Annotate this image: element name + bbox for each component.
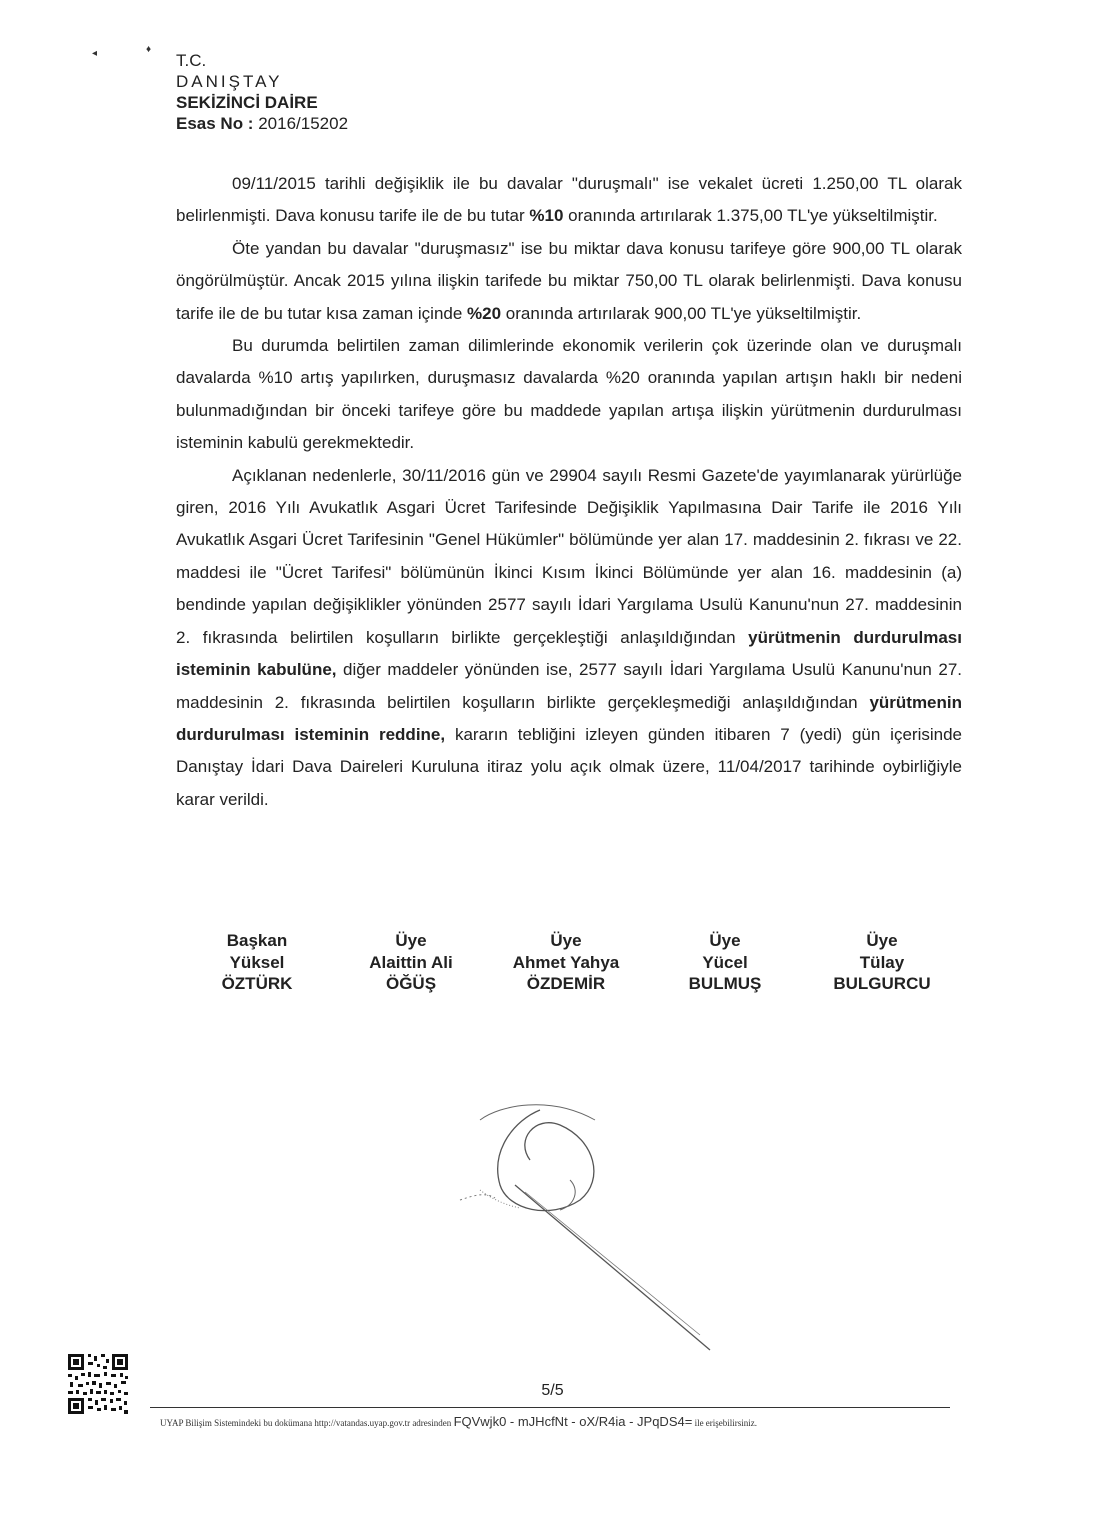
signer-first-name: Tülay	[859, 952, 905, 972]
paragraph-1	[176, 168, 962, 233]
p4-text: Açıklanan nedenlerle, 30/11/2016 gün ve 29904 sayılı Resmi Gazete'de yayımlanarak yürürlüğe giren, 2016 Yılı Avukatlık Asgari Ücret Tarifesinde Değişiklik Yapılmasına Dair Tarife ile 2016 Yılı Avukatlık Asgari Ücret Tarifesinin "Genel Hükümler" bölümünde yer alan 17. maddesinin 2. fıkrası ve 22. maddesi ile "Ücret Tarifesi" bölümünün İkinci Kısım İkinci Bölümünde yer alan 16. maddesinin (a) bendinde yapılan değişiklikler yönünden 2577 sayılı İdari Yargılama Usulü Kanunu'nun 27. maddesinin 2. fıkrasında belirtilen koşulların birlikte gerçekleştiği anlaşıldığından	[176, 465, 962, 647]
signer-role: Üye	[866, 931, 898, 950]
signer-last-name: ÖĞÜŞ	[385, 974, 437, 993]
footer-code: FQVwjk0 - mJHcfNt - oX/R4ia - JPqDS4=	[453, 1414, 693, 1429]
signer-role: Üye	[709, 931, 741, 950]
signer-role: Üye	[395, 931, 427, 950]
signer-first-name: Yüksel	[229, 952, 285, 972]
signer-last-name: BULGURCU	[833, 974, 931, 993]
footer-prefix: UYAP Bilişim Sistemindeki bu dokümana http://vatandas.uyap.gov.tr adresinden	[160, 1418, 452, 1428]
signer-first-name: Yücel	[702, 952, 748, 972]
signer-first-name: Ahmet Yahya	[512, 952, 620, 972]
signer-last-name: ÖZTÜRK	[221, 974, 293, 993]
p4-bold-2: yürütmenin durdurulması isteminin reddine,	[176, 692, 962, 744]
signer-role: Başkan	[226, 931, 288, 950]
signer-1	[172, 930, 342, 995]
signer-4	[640, 930, 810, 995]
document-header	[176, 50, 348, 134]
scan-mark: ♦	[146, 44, 152, 55]
signer-last-name: ÖZDEMİR	[526, 974, 606, 993]
header-chamber: SEKİZİNCİ DAİRE	[176, 93, 318, 112]
p1-bold: %10	[529, 206, 564, 226]
handwritten-signature	[420, 1080, 740, 1370]
header-esas	[176, 113, 348, 134]
header-court: DANIŞTAY	[176, 72, 283, 91]
p4-bold-1: yürütmenin durdurulması isteminin kabulüne,	[176, 627, 962, 680]
signer-2	[326, 930, 496, 995]
p1-text: 09/11/2015 tarihli değişiklik ile bu davalar "duruşmalı" ise vekalet ücreti 1.250,00 TL olarak belirlenmişti. Dava konusu tarife ile de bu tutar	[176, 174, 962, 226]
paragraph-2	[176, 233, 962, 330]
footer-verification	[160, 1414, 960, 1429]
paragraph-3: Bu durumda belirtilen zaman dilimlerinde ekonomik verilerin çok üzerinde olan ve duruşmalı davalarda %10 artış yapılırken, duruşmasız davalarda %20 oranında yapılan artışın haklı bir nedeni bulunmadığından bir önceki tarifeye göre bu maddede yapılan artışa ilişkin yürütmenin durdurulması isteminin kabulü gerekmektedir.	[176, 336, 962, 453]
header-tc: T.C.	[176, 51, 207, 70]
p4-end: kararın tebliğini izleyen günden itibaren 7 (yedi) gün içerisinde Danıştay İdari Dava Daireleri Kuruluna itiraz yolu açık olmak üzere, 11/04/2017 tarihinde oybirliğiyle karar verildi.	[176, 724, 962, 809]
p2-bold: %20	[467, 303, 502, 323]
signer-5	[797, 930, 967, 995]
p1-end: oranında artırılarak 1.375,00 TL'ye yükseltilmiştir.	[563, 206, 938, 226]
scan-mark: ◂	[92, 48, 98, 59]
footer-suffix: ile erişebilirsiniz.	[694, 1418, 758, 1428]
p2-end: oranında artırılarak 900,00 TL'ye yükseltilmiştir.	[501, 303, 862, 323]
p2-text: Öte yandan bu davalar "duruşmasız" ise bu miktar dava konusu tarifeye göre 900,00 TL olarak öngörülmüştür. Ancak 2015 yılına ilişkin tarifede bu miktar 750,00 TL olarak belirlenmişti. Dava konusu tarife ile de bu tutar kısa zaman içinde	[176, 238, 962, 323]
paragraph-4	[176, 460, 962, 816]
p4-mid: diğer maddeler yönünden ise, 2577 sayılı İdari Yargılama Usulü Kanunu'nun 27. maddesinin 2. fıkrasında belirtilen koşulların birlikte gerçekleşmediği anlaşıldığından	[176, 660, 962, 712]
signer-first-name: Alaittin Ali	[369, 952, 453, 972]
signer-3	[481, 930, 651, 995]
signer-role: Üye	[550, 931, 582, 950]
esas-label: Esas No :	[176, 114, 254, 133]
signer-last-name: BULMUŞ	[688, 974, 762, 993]
esas-number: 2016/15202	[258, 114, 349, 133]
document-body	[176, 168, 962, 816]
page-number: 5/5	[541, 1382, 564, 1399]
footer-divider	[150, 1407, 950, 1408]
